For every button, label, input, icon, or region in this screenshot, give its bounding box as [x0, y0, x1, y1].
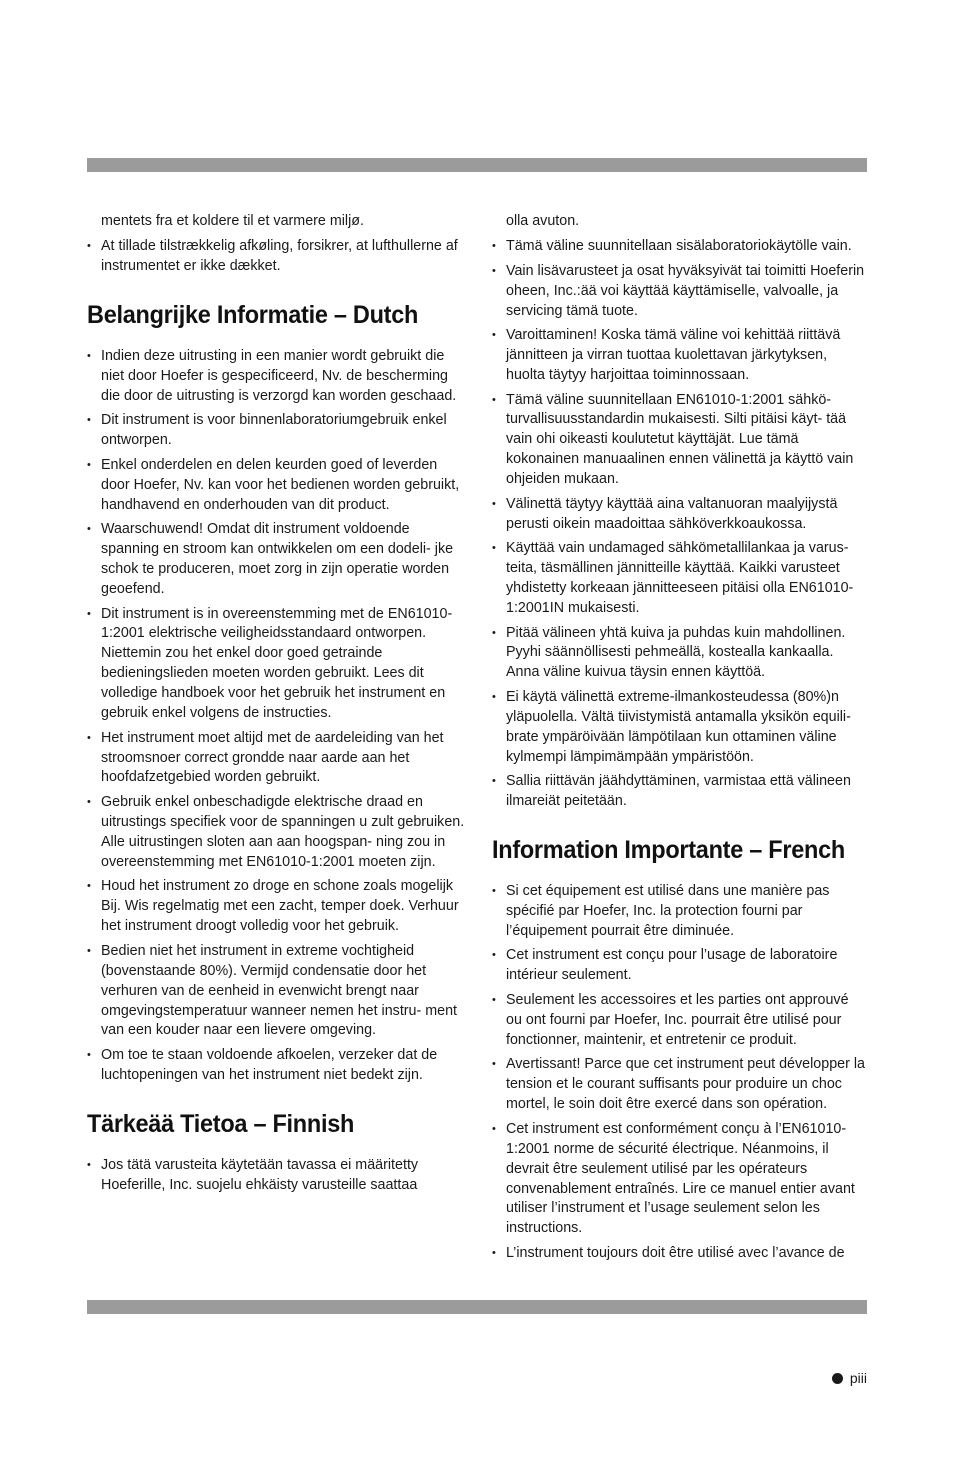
- list-item: • Indien deze uitrusting in een manier wordt gebruikt die niet door Hoefer is gespecificeerd, Nv. de bescherming die door de uitrusting is verzorgd kan worden geschaad.: [87, 347, 467, 407]
- list-item: • Enkel onderdelen en delen keurden goed of leverden door Hoefer, Nv. kan voor het bedienen worden gebruikt, handhavend en onderhouden van dit product.: [87, 456, 467, 516]
- list-item: • Avertissant! Parce que cet instrument peut développer la tension et le courant suffisants pour produire un choc mortel, le soin doit être exercé dans son opération.: [492, 1055, 868, 1115]
- left-column: [87, 212, 467, 1200]
- section-heading-finnish: Tärkeää Tietoa – Finnish: [87, 1109, 355, 1138]
- list-item: • Houd het instrument zo droge en schone zoals mogelijk Bij. Wis regelmatig met een zacht, temper doek. Verhuur het instrument droogt volledig voor het gebruik.: [87, 877, 467, 937]
- footer-rule: [87, 1300, 867, 1314]
- list-item: • Dit instrument is voor binnenlaboratoriumgebruik enkel ontworpen.: [87, 411, 467, 451]
- list-item: • At tillade tilstrækkelig afkøling, forsikrer, at lufthullerne af instrumentet er ikke dækket.: [87, 237, 467, 277]
- list-item: • Varoittaminen! Koska tämä väline voi kehittää riittävä jännitteen ja virran tuottaa kuolettavan järkytyksen, huolta täytyy harjoittaa toiminnossaan.: [492, 326, 868, 386]
- list-item: • Tämä väline suunnitellaan sisälaboratoriokäytölle vain.: [492, 237, 868, 257]
- list-item: • Sallia riittävän jäähdyttäminen, varmistaa että välineen ilmareiät peitetään.: [492, 772, 868, 812]
- header-rule: [87, 158, 867, 172]
- list-item: • L’instrument toujours doit être utilisé avec l’avance de: [492, 1244, 868, 1264]
- section-heading-french: Information Importante – French: [492, 836, 845, 865]
- list-item: • Tämä väline suunnitellaan EN61010-1:2001 sähkö- turvallisuusstandardin mukaisesti. Silti pitäisi käyt- tää vain ohi oikeasti koulutetut käyttäjät. Lue tämä kokonainen manuaalinen ennen välinettä ja käyttö vain ohjeiden mukaan.: [492, 391, 868, 491]
- continued-text: mentets fra et koldere til et varmere miljø.: [101, 213, 364, 229]
- list-item: • Dit instrument is in overeenstemming met de EN61010-1:2001 elektrische veiligheidsstandaard ontworpen. Niettemin zou het enkel door goed getrainde bedieningslieden moeten worden gebruikt. Lees dit volledige handboek voor het gebruik het instrument en gebruik enkel volgens de instructies.: [87, 605, 467, 724]
- section-heading-dutch: Belangrijke Informatie – Dutch: [87, 300, 419, 329]
- list-item: • Jos tätä varusteita käytetään tavassa ei määritetty Hoeferille, Inc. suojelu ehkäisty varusteille saattaa: [87, 1156, 467, 1196]
- list-item: • Seulement les accessoires et les parties ont approuvé ou ont fourni par Hoefer, Inc. pourrait être utilisé pour fonctionner, maintenir, et entretenir ce produit.: [492, 991, 868, 1051]
- list-item: • Cet instrument est conçu pour l’usage de laboratoire intérieur seulement.: [492, 946, 868, 986]
- list-item: • Waarschuwend! Omdat dit instrument voldoende spanning en stroom kan ontwikkelen om een dodeli- jke schok te produceren, moet zorg in zijn operatie worden geoefend.: [87, 520, 467, 600]
- list-item: • Ei käytä välinettä extreme-ilmankosteudessa (80%)n yläpuolella. Vältä tiivistymistä antamalla yksikön equili- brate ympäröivään lämpötilaan kun ottaminen väline kylmempi lämpimämpään ympäristöön.: [492, 688, 868, 768]
- list-item: • Om toe te staan voldoende afkoelen, verzeker dat de luchtopeningen van het instrument niet bedekt zijn.: [87, 1046, 467, 1086]
- list-item: • Gebruik enkel onbeschadigde elektrische draad en uitrustings specifiek voor de spanningen u zult gebruiken. Alle uitrustingen sloten aan aan hoogspan- ning zou in overeenstemming met EN61010-1:2001 moeten zijn.: [87, 793, 467, 873]
- list-item: • Bedien niet het instrument in extreme vochtigheid (bovenstaande 80%). Vermijd condensatie door het verhuren van de eenheid in evenwicht brengt naar omgevingstemperatuur wanneer nemen het instru- ment van een kouder naar een lievere omgeving.: [87, 942, 467, 1042]
- list-item: • Vain lisävarusteet ja osat hyväksyivät tai toimitti Hoeferin oheen, Inc.:ää voi käyttää käyttämiselle, valvoalle, ja servicing tämä tuote.: [492, 262, 868, 322]
- list-item: • Si cet équipement est utilisé dans une manière pas spécifié par Hoefer, Inc. la protection fourni par l’équipement pourrait être diminuée.: [492, 882, 868, 942]
- right-column: [492, 212, 868, 1269]
- bullet-dot-icon: [832, 1373, 843, 1384]
- list-item: • Välinettä täytyy käyttää aina valtanuoran maalyijystä perusti oikein maadoittaa sähköverkkoaukossa.: [492, 495, 868, 535]
- continued-text: olla avuton.: [506, 213, 580, 229]
- list-item: • Het instrument moet altijd met de aardeleiding van het stroomsnoer correct grondde naar aarde aan het hoofdafzetgebied worden gebruikt.: [87, 729, 467, 789]
- list-item: • Cet instrument est conformément conçu à l’EN61010- 1:2001 norme de sécurité électrique. Néanmoins, il devrait être seulement utilisé par les opérateurs convenablement entraînés. Lire ce manuel entier avant utiliser l’instrument et l’usage seulement selon les instructions.: [492, 1120, 868, 1239]
- page-footer: [832, 1368, 867, 1388]
- list-item: • Käyttää vain undamaged sähkömetallilankaa ja varus- teita, täsmällinen jännitteille käyttää. Kaikki varusteet yhdistetty korkeaan jännitteeseen pitäisi olla EN61010- 1:2001IN mukaisesti.: [492, 539, 868, 619]
- list-item: • Pitää välineen yhtä kuiva ja puhdas kuin mahdollinen. Pyyhi säännöllisesti pehmeällä, kostealla kankaalla. Anna väline kuivua täysin ennen käyttöä.: [492, 624, 868, 684]
- page-number: piii: [849, 1370, 867, 1386]
